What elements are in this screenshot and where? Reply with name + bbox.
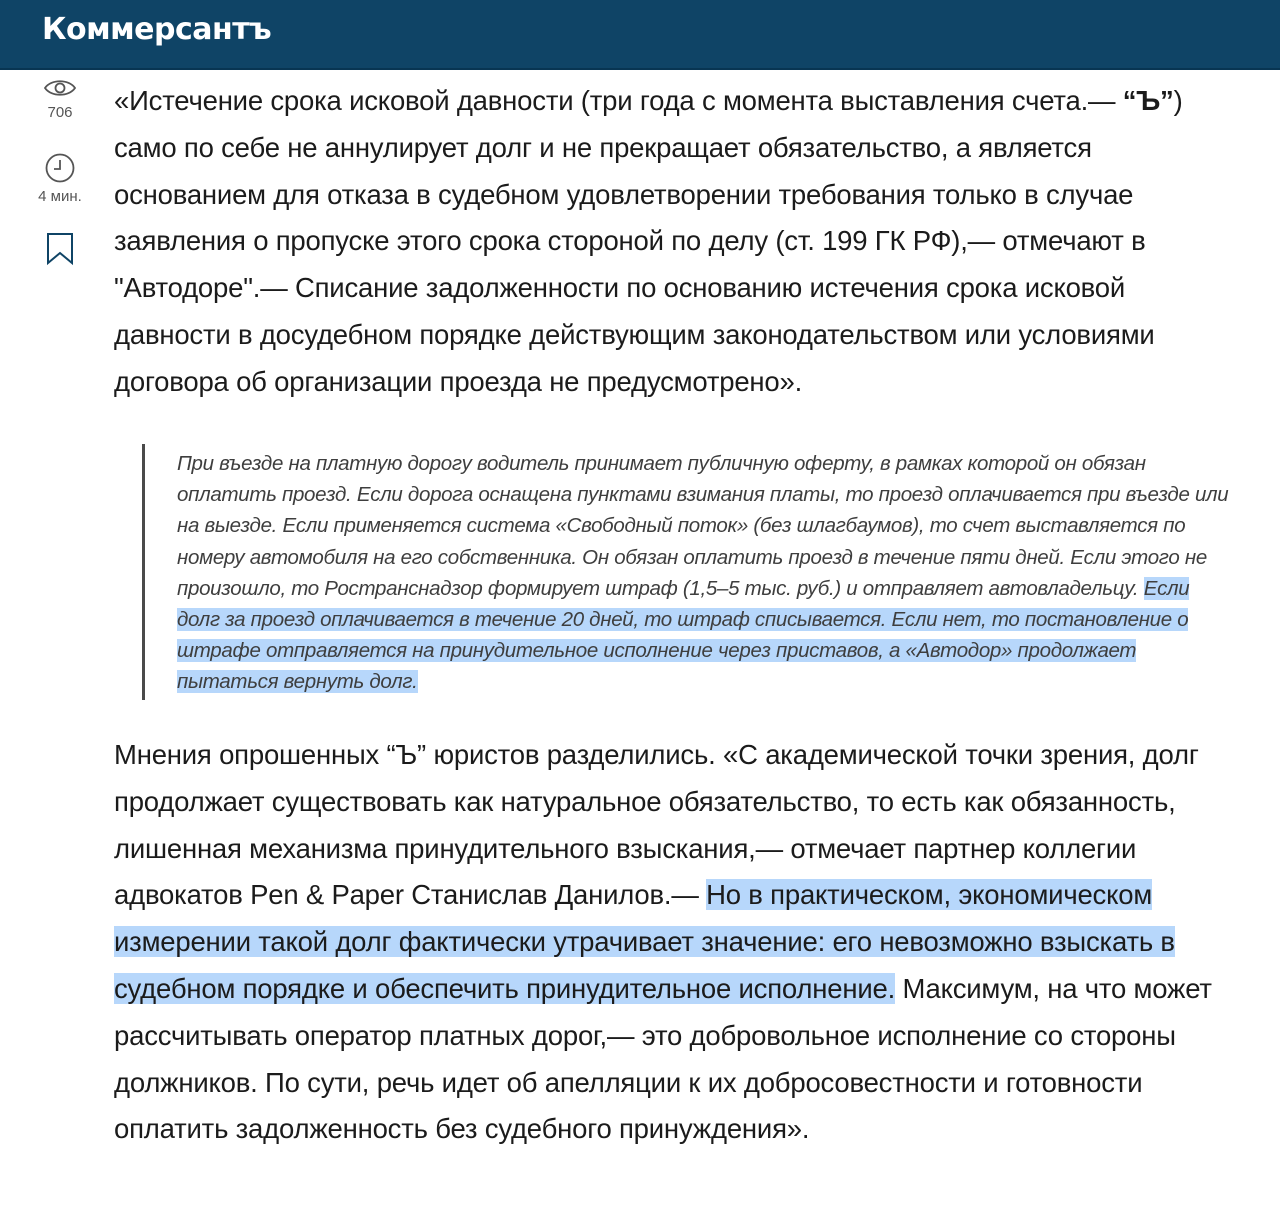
views-count: 706 (47, 104, 73, 121)
article-paragraph-1 (114, 78, 1239, 406)
article-blockquote (142, 444, 1235, 700)
bookmark-button[interactable] (30, 232, 90, 266)
blockquote-text (177, 448, 1232, 698)
site-logo[interactable]: Коммерсантъ (42, 12, 272, 47)
paragraph-text: Максимум, на что может рассчитывать оператор платных дорог,— это добровольное исполнение со стороны должников. По сути, речь идет об апелляции к их добросовестности и готовности оплатить задолженность без судебного принуждения». (114, 972, 1212, 1145)
text-highlight: Но в практическом, экономическом измерении такой долг фактически утрачивает значение: его невозможно взыскать в судебном порядке и обеспечить принудительное исполнение. (114, 879, 1175, 1004)
read-time (30, 152, 90, 205)
views-counter (30, 76, 90, 121)
kommersant-mark: “Ъ” (1122, 85, 1174, 116)
bookmark-icon[interactable] (45, 232, 75, 266)
site-header (0, 0, 1280, 70)
paragraph-text: Мнения опрошенных “Ъ” юристов разделились. «С академической точки зрения, долг продолжает существовать как натуральное обязательство, то есть как обязанность, лишенная механизма принудительного взыскания,— отмечает партнер коллегии адвокатов Pen & Paper Станислав Данилов.— (114, 739, 1199, 911)
blockquote-plain: При въезде на платную дорогу водитель принимает публичную оферту, в рамках которой он обязан оплатить проезд. Если дорога оснащена пунктами взимания платы, то проезд оплачивается при въезде или на выезде. Если применяется система «Свободный поток» (без шлагбаумов), то счет выставляется по номеру автомобиля на его собственника. Он обязан оплатить проезд в течение пяти дней. Если этого не произошло, то Ространснадзор формирует штраф (1,5–5 тыс. руб.) и отправляет автовладельцу. (177, 452, 1229, 600)
article-paragraph-2 (114, 732, 1239, 1153)
paragraph-text: ) само по себе не аннулирует долг и не прекращает обязательство, а является основанием для отказа в судебном удовлетворении требования только в случае заявления о пропуске этого срока стороной по делу (ст. 199 ГК РФ),— отмечают в "Автодоре".— Списание задолженности по основанию истечения срока исковой давности в досудебном порядке действующим законодательством или условиями договора об организации проезда не предусмотрено». (114, 85, 1183, 397)
blockquote-highlight: Если долг за проезд оплачивается в течение 20 дней, то штраф списывается. Если нет, то постановление о штрафе отправляется на принудительное исполнение через приставов, а «Автодор» продолжает пытаться вернуть долг. (177, 576, 1190, 694)
read-time-label: 4 мин. (38, 188, 82, 205)
eye-icon (43, 76, 77, 100)
paragraph-text: «Истечение срока исковой давности (три года с момента выставления счета.— (114, 85, 1123, 116)
clock-icon (44, 152, 76, 184)
